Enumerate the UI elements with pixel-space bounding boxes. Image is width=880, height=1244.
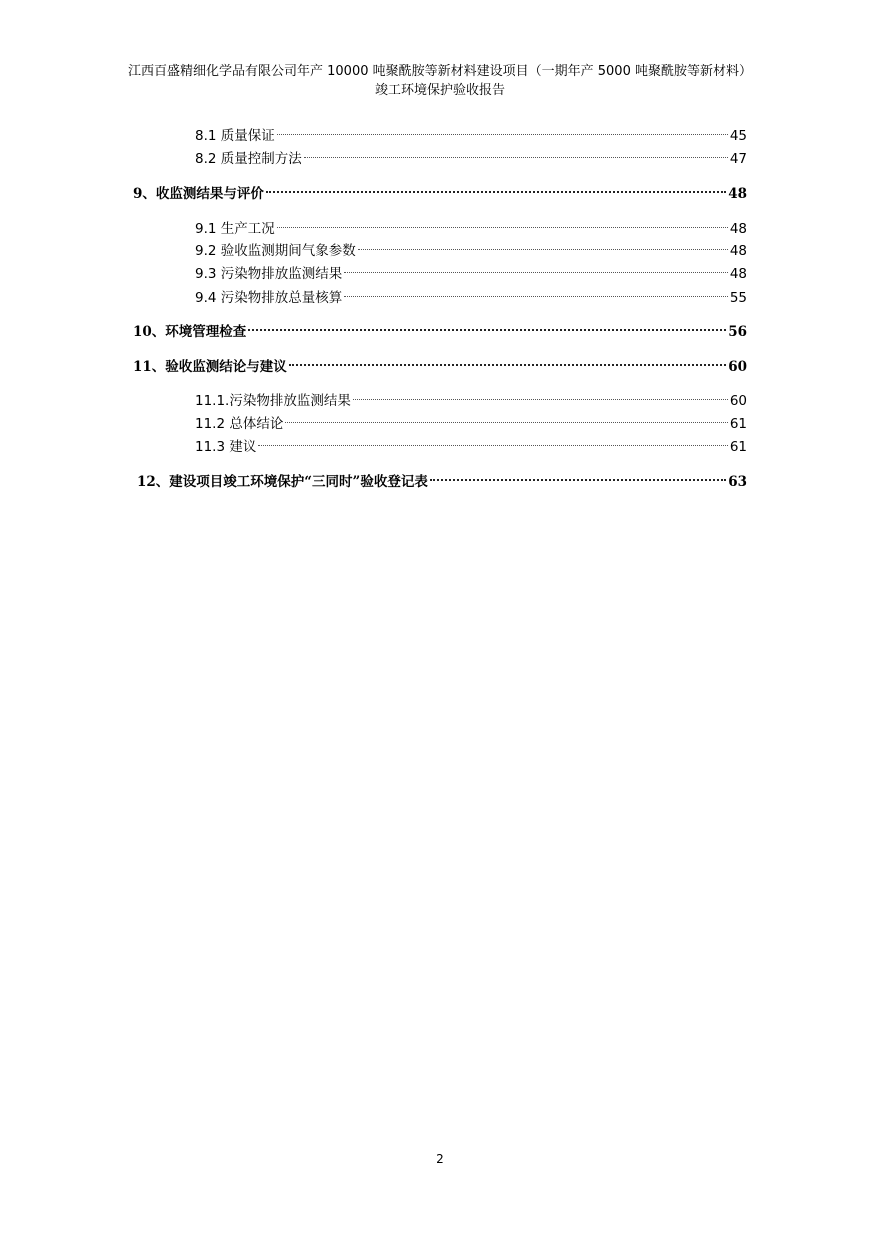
page-header bbox=[0, 62, 880, 100]
toc-leader-dots bbox=[289, 351, 726, 371]
toc-entry-page: 56 bbox=[728, 324, 747, 340]
header-subtitle: 竣工环境保护验收报告 bbox=[374, 83, 505, 98]
toc-entry-label: 12、建设项目竣工环境保护“三同时”验收登记表 bbox=[137, 474, 428, 490]
toc-leader-dots bbox=[358, 235, 728, 255]
toc-entry[interactable] bbox=[195, 213, 747, 237]
toc-entry-label: 8.2 质量控制方法 bbox=[195, 151, 302, 167]
toc-entry-page: 48 bbox=[728, 186, 747, 202]
toc-entry[interactable] bbox=[195, 143, 747, 167]
toc-entry-page: 48 bbox=[729, 221, 747, 237]
toc-entry[interactable] bbox=[195, 385, 747, 409]
toc-entry[interactable] bbox=[133, 178, 747, 202]
toc-entry[interactable] bbox=[133, 316, 747, 340]
toc-leader-dots bbox=[344, 282, 728, 302]
toc-entry-label: 9.2 验收监测期间气象参数 bbox=[195, 243, 356, 259]
toc-entry-label: 10、环境管理检查 bbox=[133, 324, 247, 340]
toc-entry-label: 11.3 建议 bbox=[195, 439, 257, 455]
page-number: 2 bbox=[436, 1152, 444, 1166]
toc-entry-label: 9.4 污染物排放总量核算 bbox=[195, 290, 343, 306]
toc-entry-page: 63 bbox=[728, 474, 747, 490]
toc-leader-dots bbox=[304, 143, 728, 163]
toc-entry-page: 48 bbox=[729, 243, 747, 259]
toc-entry[interactable] bbox=[137, 466, 747, 490]
toc-leader-dots bbox=[277, 213, 728, 233]
toc-leader-dots bbox=[277, 120, 728, 140]
toc-entry[interactable] bbox=[133, 351, 747, 375]
toc-entry[interactable] bbox=[195, 120, 747, 144]
toc-entry[interactable] bbox=[195, 408, 747, 432]
toc-entry-page: 61 bbox=[729, 416, 747, 432]
header-title: 江西百盛精细化学品有限公司年产 10000 吨聚酰胺等新材料建设项目（一期年产 5000 吨聚酰胺等新材料） bbox=[128, 64, 752, 79]
toc-leader-dots bbox=[285, 408, 727, 428]
toc-leader-dots bbox=[258, 431, 727, 451]
toc-entry-page: 47 bbox=[729, 151, 747, 167]
toc-entry-label: 8.1 质量保证 bbox=[195, 128, 275, 144]
toc-leader-dots bbox=[266, 178, 726, 198]
toc-leader-dots bbox=[430, 466, 726, 486]
toc-entry-page: 45 bbox=[729, 128, 747, 144]
toc-leader-dots bbox=[248, 316, 726, 336]
toc-entry-page: 60 bbox=[728, 359, 747, 375]
toc-entry[interactable] bbox=[195, 235, 747, 259]
toc-entry-page: 48 bbox=[729, 266, 747, 282]
toc-entry[interactable] bbox=[195, 258, 747, 282]
toc-entry-label: 9、收监测结果与评价 bbox=[133, 186, 264, 202]
toc-entry[interactable] bbox=[195, 431, 747, 455]
toc-entry-label: 9.3 污染物排放监测结果 bbox=[195, 266, 343, 282]
toc-entry-label: 11.1.污染物排放监测结果 bbox=[195, 393, 351, 409]
toc-entry-page: 55 bbox=[729, 290, 747, 306]
toc-entry-label: 11、验收监测结论与建议 bbox=[133, 359, 287, 375]
toc-entry-page: 61 bbox=[729, 439, 747, 455]
toc-leader-dots bbox=[353, 385, 728, 405]
toc-entry[interactable] bbox=[195, 282, 747, 306]
toc-entry-page: 60 bbox=[729, 393, 747, 409]
toc-leader-dots bbox=[344, 258, 728, 278]
toc-entry-label: 11.2 总体结论 bbox=[195, 416, 284, 432]
toc-entry-label: 9.1 生产工况 bbox=[195, 221, 275, 237]
